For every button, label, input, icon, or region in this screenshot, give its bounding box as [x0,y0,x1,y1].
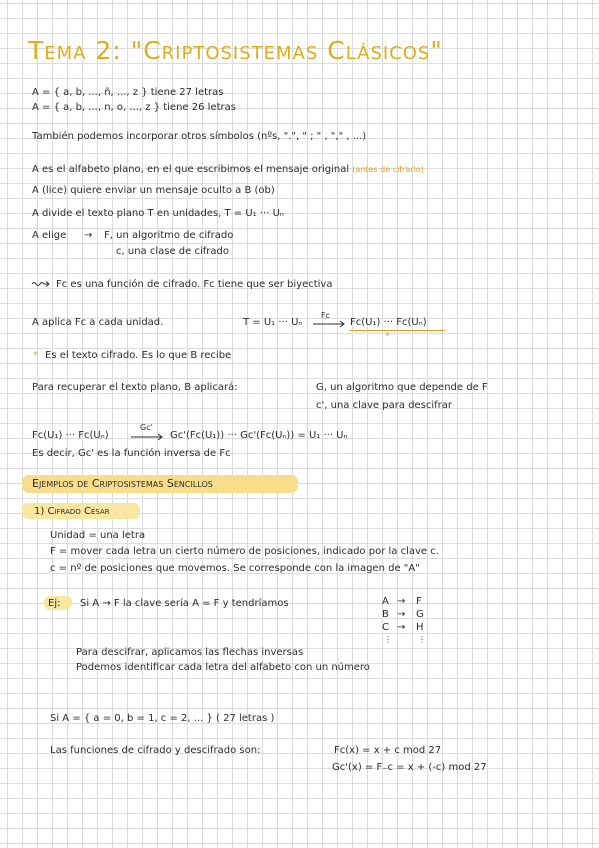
apply-text: A aplica Fc a cada unidad. [32,317,164,328]
example-text: Si A → F la clave sería A = F y tendríamos [80,598,289,609]
chooses-arrow: → [84,230,93,241]
map-from-b: B [382,609,389,620]
map-from-c: C [382,622,389,633]
recover-text: Para recuperar el texto plano, B aplicará: [32,382,238,393]
function-encrypt: Fc(x) = x + c mod 27 [334,745,442,756]
chooses-label: A elige [32,230,67,241]
map-to-f: F [416,596,422,607]
fc-line: Fc es una función de cifrado. Fc tiene que ser biyectiva [56,279,333,290]
caesar-c: c = nº de posiciones que movemos. Se corresponde con la imagen de "A" [50,563,420,574]
apply-sequence: T = U₁ ··· Uₙ [243,317,303,328]
alphabet-line-27: A = { a, b, ..., ñ, ..., z } tiene 27 letras [32,87,224,98]
map-arrow-a: → [397,596,406,607]
map-arrow-b: → [397,609,406,620]
chooses-item-key: c, una clase de cifrado [116,246,229,257]
recover-item-key: c', una clave para descifrar [316,400,452,411]
function-decrypt: Gc'(x) = F₋c = x + (-c) mod 27 [332,762,487,773]
alice-line: A (lice) quiere enviar un mensaje oculto a B (ob) [32,185,275,196]
plain-alphabet-text: A es el alfabeto plano, en el que escribimos el mensaje original [32,164,353,175]
plain-alphabet-line [32,163,424,176]
apply-star: * [385,331,390,342]
plain-alphabet-note: (antes de cifrarlo) [352,165,424,174]
subsection-title: 1) Cifrado César [34,506,110,517]
example-tag: Ej: [48,598,61,609]
apply-result: Fc(U₁) ··· Fc(Uₙ) [350,317,427,328]
decrypt-arrow-icon [131,433,165,441]
map-dots-right: ⋮ [418,635,426,644]
result-underline [349,330,445,331]
map-to-h: H [416,622,424,633]
symbols-line: También podemos incorporar otros símbolos (nºs, ".", " ; " , "," , ...) [32,131,367,142]
decrypt-left: Fc(U₁) ··· Fc(Uₙ) [32,430,109,441]
page-title: Tema 2: "Criptosistemas Clásicos" [28,36,443,65]
decipher-line-1: Para descifrar, aplicamos las flechas inversas [76,647,304,658]
numbering-line: Si A = { a = 0, b = 1, c = 2, ... } ( 27 letras ) [50,713,275,724]
caesar-unit: Unidad = una letra [50,530,146,541]
recover-item-g: G, un algoritmo que depende de F [316,382,488,393]
functions-intro: Las funciones de cifrado y descifrado son: [50,745,261,756]
squiggle-arrow-icon [31,280,51,288]
decipher-line-2: Podemos identificar cada letra del alfabeto con un número [76,662,370,673]
section-title: Ejemplos de Criptosistemas Sencillos [32,477,213,490]
divide-line: A divide el texto plano T en unidades, T = U₁ ··· Uₙ [32,208,284,219]
long-arrow-icon [313,320,347,328]
alphabet-line-26: A = { a, b, ..., n, o, ..., z } tiene 26 letras [32,102,236,113]
map-dots-left: ⋮ [384,635,392,644]
apply-arrow-label: Fc [321,311,330,320]
caesar-f: F = mover cada letra un cierto número de posiciones, indicado por la clave c. [50,546,439,557]
map-from-a: A [382,596,389,607]
map-arrow-c: → [397,622,406,633]
cipher-note-text: Es el texto cifrado. Es lo que B recibe [45,350,232,361]
decrypt-right: Gc'(Fc(U₁)) ··· Gc'(Fc(Uₙ)) = U₁ ··· Uₙ [170,430,348,441]
chooses-item-algorithm: F, un algoritmo de cifrado [104,230,234,241]
inverse-line: Es decir, Gc' es la función inversa de Fc [32,448,231,459]
map-to-g: G [416,609,424,620]
decrypt-arrow-label: Gc' [140,423,153,432]
cipher-note-star: * [33,350,38,361]
